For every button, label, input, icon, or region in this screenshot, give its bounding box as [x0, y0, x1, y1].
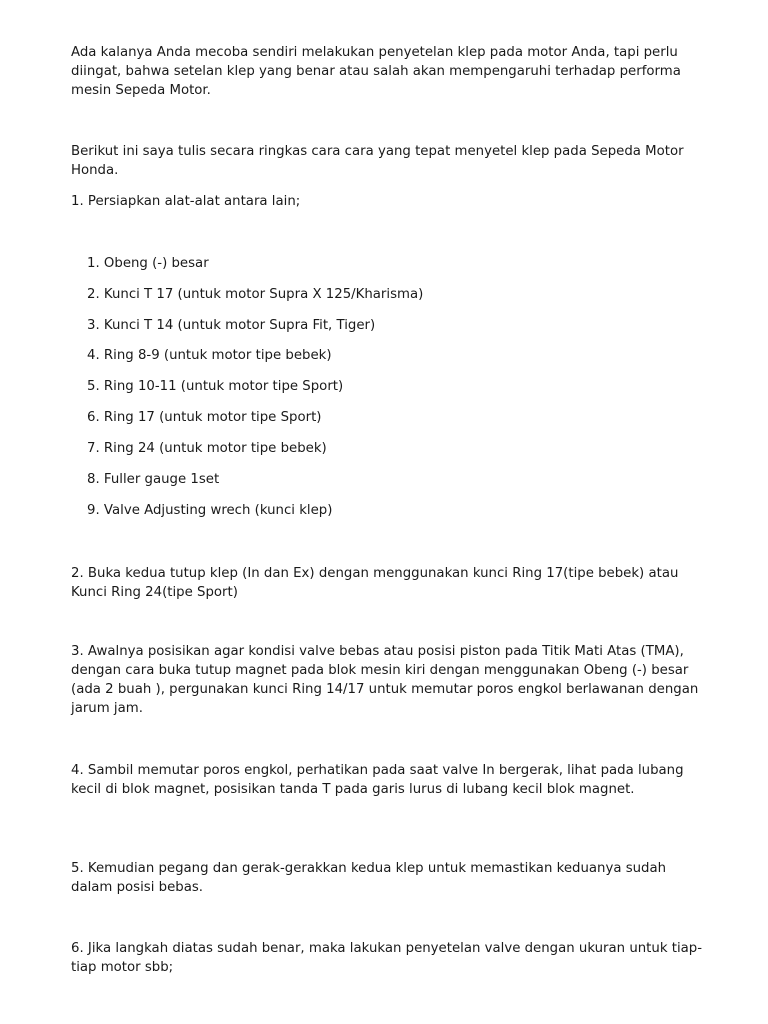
step-6-paragraph: 6. Jika langkah diatas sudah benar, maka lakukan penyetelan valve dengan ukuran untuk tiap-tiap motor sbb;: [71, 941, 703, 975]
tool-list-item: 5. Ring 10-11 (untuk motor tipe Sport): [87, 379, 344, 394]
step-4-paragraph: 4. Sambil memutar poros engkol, perhatikan pada saat valve In bergerak, lihat pada lubang kecil di blok magnet, posisikan tanda T pada garis lurus di lubang kecil blok magnet.: [71, 763, 684, 797]
tool-list-item: 1. Obeng (-) besar: [87, 256, 209, 271]
step-3-paragraph: 3. Awalnya posisikan agar kondisi valve bebas atau posisi piston pada Titik Mati Atas (TMA), dengan cara buka tutup magnet pada blok mesin kiri dengan menggunakan Obeng (-) besar (ada 2 buah ), pergunakan kunci Ring 14/17 untuk memutar poros engkol berlawanan dengan jarum jam.: [71, 644, 699, 716]
intro-paragraph: Ada kalanya Anda mecoba sendiri melakukan penyetelan klep pada motor Anda, tapi perlu diingat, bahwa setelan klep yang benar atau salah akan mempengaruhi terhadap performa mesin Sepeda Motor.: [71, 45, 681, 98]
step-5-paragraph: 5. Kemudian pegang dan gerak-gerakkan kedua klep untuk memastikan keduanya sudah dalam posisi bebas.: [71, 861, 667, 895]
step-2-paragraph: 2. Buka kedua tutup klep (In dan Ex) dengan menggunakan kunci Ring 17(tipe bebek) atau Kunci Ring 24(tipe Sport): [71, 566, 679, 600]
tool-list-item: 3. Kunci T 14 (untuk motor Supra Fit, Tiger): [87, 318, 376, 333]
tool-list-item: 9. Valve Adjusting wrech (kunci klep): [87, 503, 333, 518]
tool-list-item: 2. Kunci T 17 (untuk motor Supra X 125/Kharisma): [87, 287, 424, 302]
lead-paragraph: Berikut ini saya tulis secara ringkas cara cara yang tepat menyetel klep pada Sepeda Motor Honda.: [71, 144, 684, 178]
tool-list-item: 8. Fuller gauge 1set: [87, 472, 220, 487]
step-1-text: 1. Persiapkan alat-alat antara lain;: [71, 194, 301, 209]
tool-list-item: 6. Ring 17 (untuk motor tipe Sport): [87, 410, 322, 425]
tool-list-item: 4. Ring 8-9 (untuk motor tipe bebek): [87, 348, 332, 363]
tool-list-item: 7. Ring 24 (untuk motor tipe bebek): [87, 441, 327, 456]
